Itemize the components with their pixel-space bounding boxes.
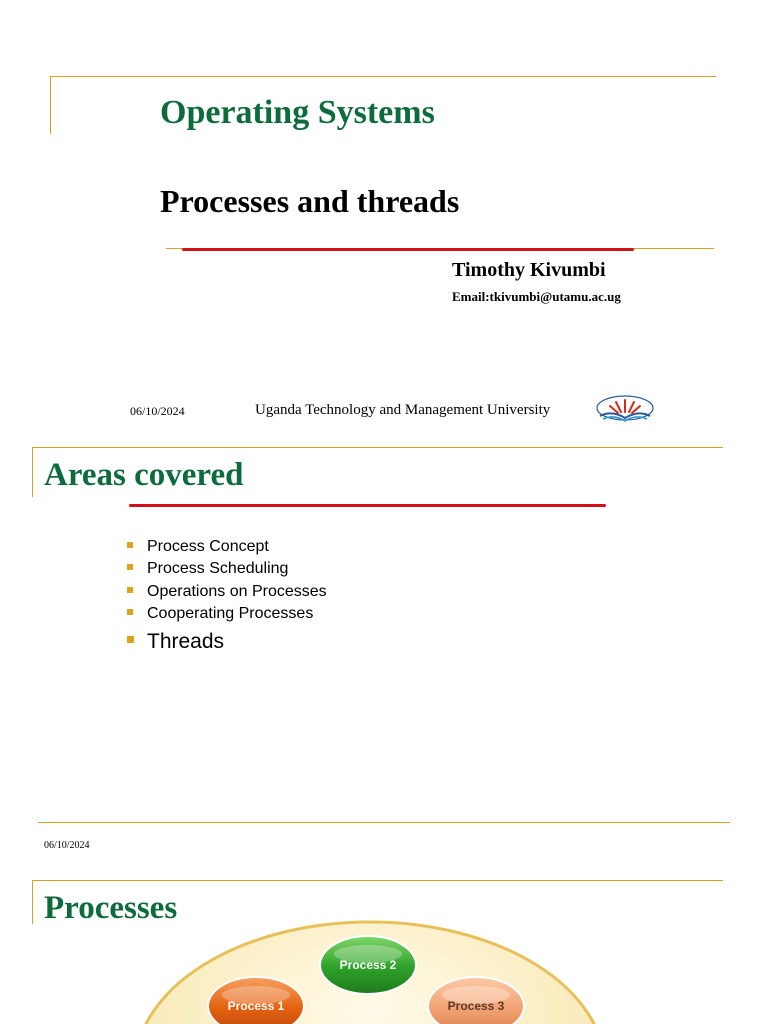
slide1-left-rule <box>50 76 51 134</box>
list-item <box>126 558 327 580</box>
slide1-title: Operating Systems <box>160 94 435 131</box>
list-item-text: Process Scheduling <box>147 560 289 578</box>
process-node-label: Process 2 <box>339 958 397 972</box>
square-bullet-icon <box>127 587 133 593</box>
square-bullet-icon <box>127 636 134 643</box>
list-item <box>126 536 327 558</box>
slide3-title: Processes <box>44 890 178 926</box>
list-item <box>126 627 327 656</box>
slide3-left-rule <box>32 880 33 924</box>
slide2-bottom-rule <box>38 822 730 823</box>
list-item-text: Operations on Processes <box>147 582 327 600</box>
process-node <box>320 936 416 994</box>
process-node-label: Process 3 <box>447 999 505 1013</box>
list-item <box>126 603 327 625</box>
square-bullet-icon <box>127 564 133 570</box>
slide2-red-divider <box>129 504 606 507</box>
process-diagram <box>120 918 620 1024</box>
slide1-top-rule <box>50 76 716 77</box>
list-item-text: Threads <box>147 630 225 654</box>
author-name: Timothy Kivumbi <box>452 259 606 281</box>
slide1-red-divider <box>182 248 634 251</box>
topics-list <box>126 536 327 656</box>
square-bullet-icon <box>127 542 133 548</box>
list-item-text: Cooperating Processes <box>147 604 314 622</box>
slide2-top-rule <box>32 447 723 448</box>
slide2-title: Areas covered <box>44 457 244 493</box>
slide3-top-rule <box>32 880 723 881</box>
square-bullet-icon <box>127 609 133 615</box>
list-item <box>126 581 327 603</box>
author-email: Email:tkivumbi@utamu.ac.ug <box>452 289 621 304</box>
process-node-label: Process 1 <box>227 999 285 1013</box>
university-book-logo-icon <box>594 392 656 426</box>
slide2-left-rule <box>32 447 33 497</box>
slide1-university-footer: Uganda Technology and Management University <box>255 402 551 418</box>
list-item-text: Process Concept <box>147 538 269 555</box>
slide1-subtitle: Processes and threads <box>160 183 460 219</box>
slide1-date: 06/10/2024 <box>130 404 185 418</box>
slide2-date: 06/10/2024 <box>44 840 90 851</box>
